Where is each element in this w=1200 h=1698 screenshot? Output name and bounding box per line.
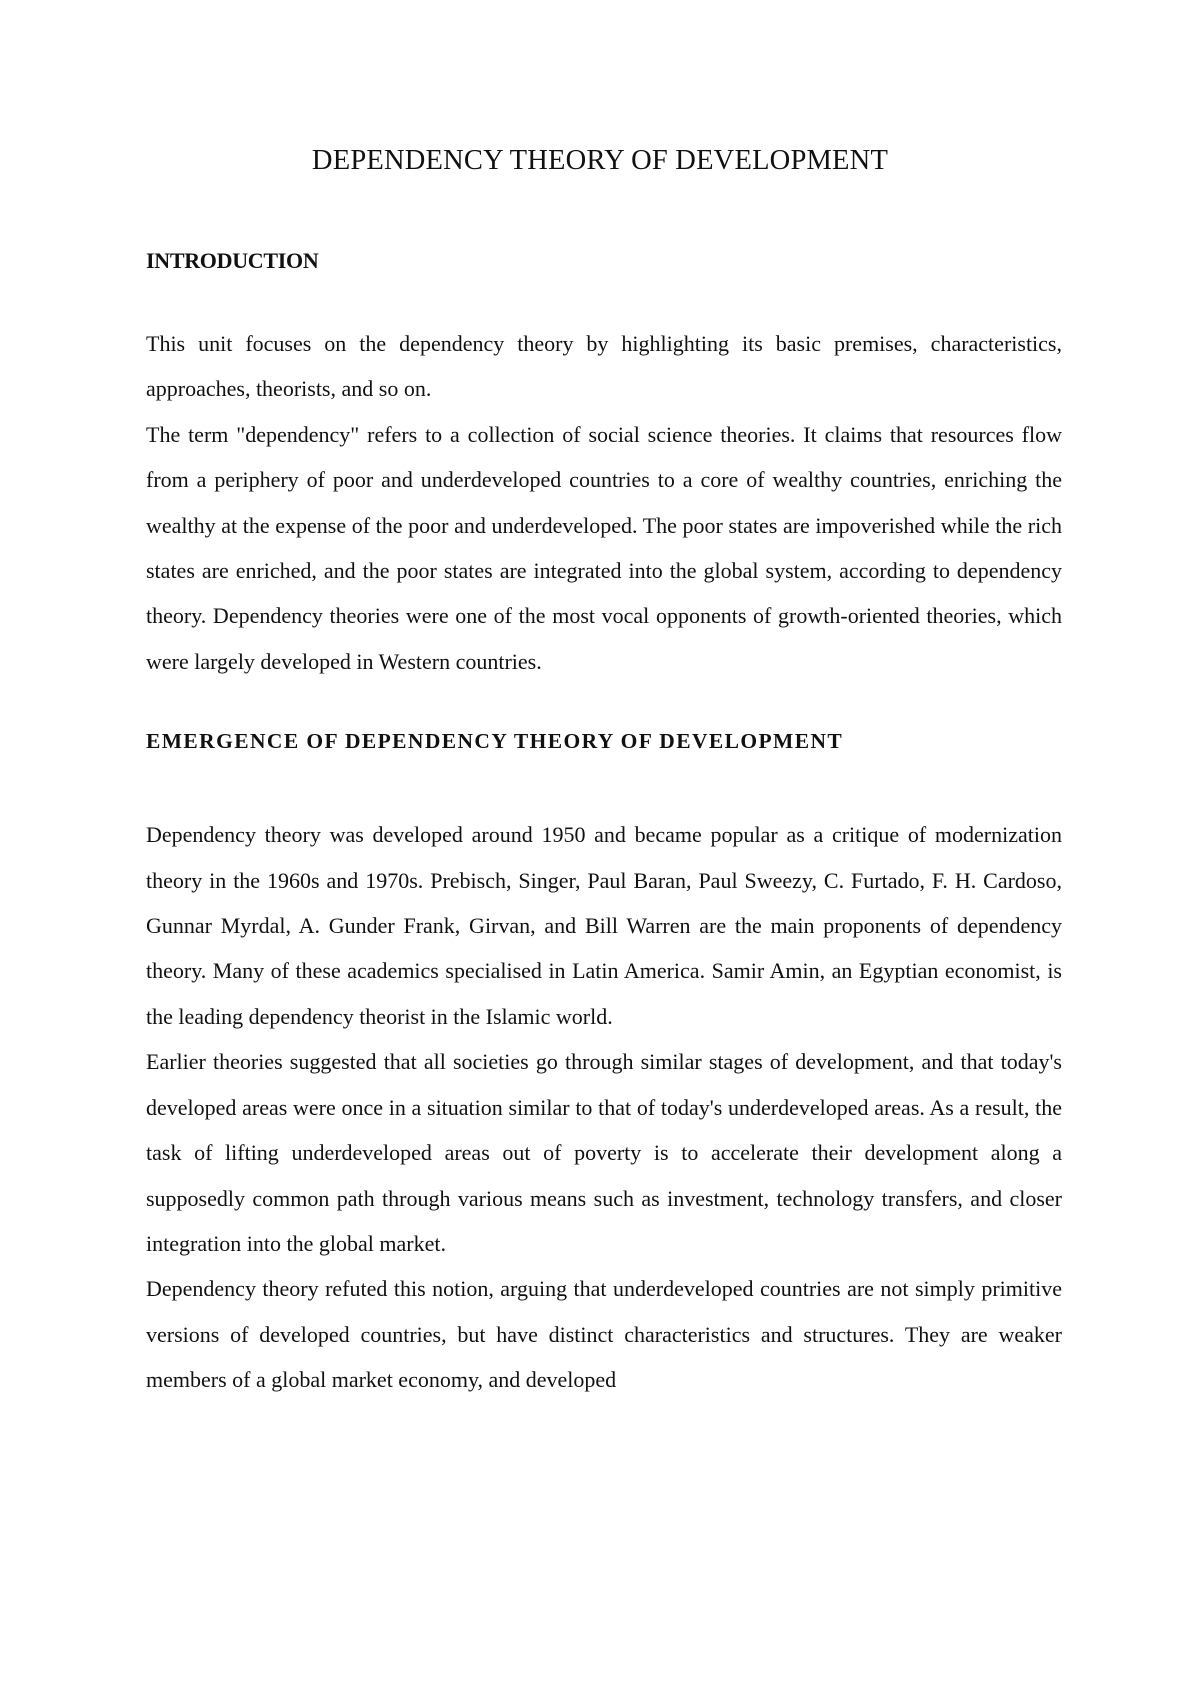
page-title: DEPENDENCY THEORY OF DEVELOPMENT xyxy=(311,145,889,176)
paragraph: This unit focuses on the dependency theory by highlighting its basic premises, characteristics, approaches, theorists, and so on. xyxy=(146,331,1062,402)
paragraph: Dependency theory was developed around 1950 and became popular as a critique of modernization theory in the 1960s and 1970s. Prebisch, Singer, Paul Baran, Paul Sweezy, C. Furtado, F. H. Cardoso, Gunnar Myrdal, A. Gunder Frank, Girvan, and Bill Warren are the main proponents of dependency theory. Many of these academics specialised in Latin America. Samir Amin, an Egyptian economist, is the leading dependency theorist in the Islamic world. xyxy=(146,822,1062,1029)
paragraph: Dependency theory refuted this notion, arguing that underdeveloped countries are not simply primitive versions of developed countries, but have distinct characteristics and structures. They are weaker members of a global market economy, and developed xyxy=(146,1276,1062,1393)
paragraph: Earlier theories suggested that all societies go through similar stages of development, and that today's developed areas were once in a situation similar to that of today's underdeveloped areas. As a result, the task of lifting underdeveloped areas out of poverty is to accelerate their development along a supposedly common path through various means such as investment, technology transfers, and closer integration into the global market. xyxy=(146,1049,1062,1256)
document-body xyxy=(146,246,1062,1403)
section-heading-emergence: EMERGENCE OF DEPENDENCY THEORY OF DEVELOPMENT xyxy=(146,729,844,754)
section-heading-introduction: INTRODUCTION xyxy=(146,248,319,273)
paragraph: The term "dependency" refers to a collection of social science theories. It claims that resources flow from a periphery of poor and underdeveloped countries to a core of wealthy countries, enriching the wealthy at the expense of the poor and underdeveloped. The poor states are impoverished while the rich states are enriched, and the poor states are integrated into the global system, according to dependency theory. Dependency theories were one of the most vocal opponents of growth-oriented theories, which were largely developed in Western countries. xyxy=(146,421,1062,674)
